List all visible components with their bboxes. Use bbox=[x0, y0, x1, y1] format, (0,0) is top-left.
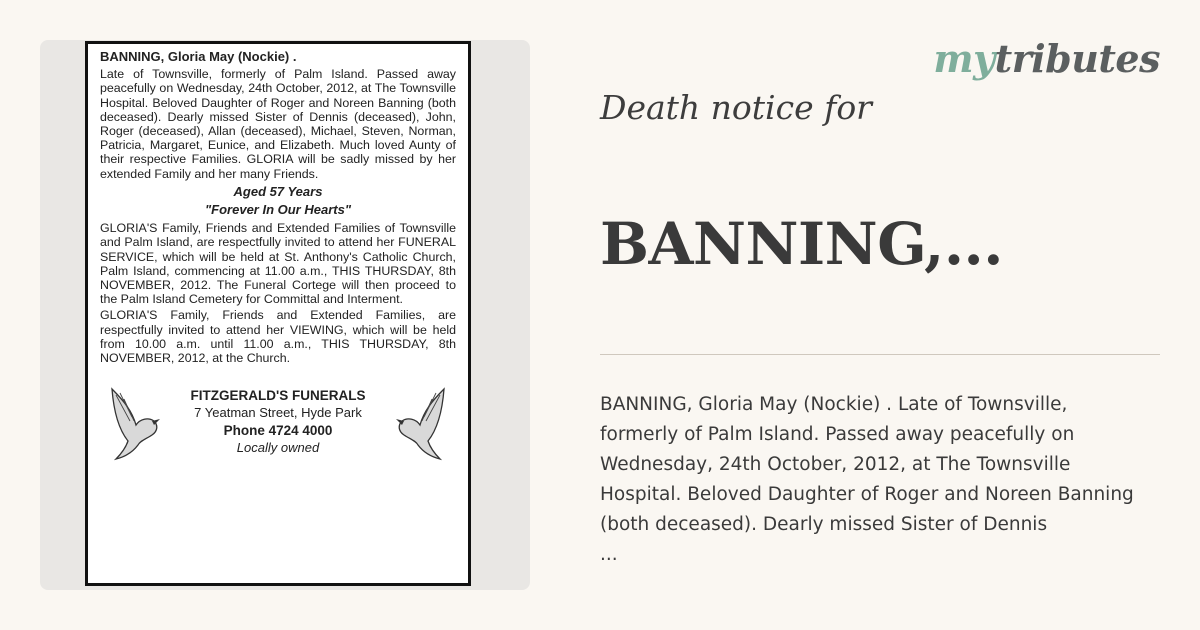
funeral-home-footer bbox=[100, 389, 456, 479]
clipping-paragraph-3: GLORIA'S Family, Friends and Extended Families, are respectfully invited to attend her VIEWING, which will be held from 10.00 a.m. until 11.00 a.m., THIS THURSDAY, 8th NOVEMBER, 2012, at the Church. bbox=[100, 308, 456, 366]
clipping-age: Aged 57 Years bbox=[233, 183, 323, 199]
funeral-home-tagline: Locally owned bbox=[236, 439, 320, 455]
mytributes-logo[interactable] bbox=[933, 36, 1160, 81]
divider bbox=[600, 354, 1160, 355]
funeral-home-name: FITZGERALD'S FUNERALS bbox=[190, 388, 366, 404]
logo-my: my bbox=[933, 36, 995, 81]
clipping-paragraph-1: Late of Townsville, formerly of Palm Island. Passed away peacefully on Wednesday, 24th October, 2012, at The Townsville Hospital. Beloved Daughter of Roger and Noreen Banning (both deceased). Dearly missed Sister of Dennis (deceased), John, Roger (deceased), Allan (deceased), Michael, Steven, Norman, Patricia, Margaret, Eunice, and Elizabeth. Much loved Aunty of their respective Families. GLORIA will be sadly missed by her extended Family and her many Friends. bbox=[100, 67, 456, 181]
dove-icon bbox=[102, 381, 172, 466]
notice-excerpt: BANNING, Gloria May (Nockie) . Late of Townsville, formerly of Palm Island. Passed away peacefully on Wednesday, 24th October, 2012, at The Townsville Hospital. Beloved Daughter of Roger and Noreen Banning (both deceased). Dearly missed Sister of Dennis ... bbox=[600, 394, 1134, 565]
clipping-heading: BANNING, Gloria May (Nockie) . bbox=[100, 49, 297, 64]
funeral-home-phone: Phone 4724 4000 bbox=[223, 422, 333, 438]
clipping-quote: "Forever In Our Hearts" bbox=[205, 202, 351, 218]
logo-tributes: tributes bbox=[994, 36, 1160, 81]
clipping-paragraph-2: GLORIA'S Family, Friends and Extended Families of Townsville and Palm Island, are respectfully invited to attend her FUNERAL SERVICE, which will be held at St. Anthony's Catholic Church, Palm Island, commencing at 11.00 a.m., THIS THURSDAY, 8th NOVEMBER, 2012. The Funeral Cortege will then proceed to the Palm Island Cemetery for Committal and Interment. bbox=[100, 221, 456, 307]
page-title: BANNING,... bbox=[600, 210, 1003, 278]
funeral-home-address: 7 Yeatman Street, Hyde Park bbox=[194, 405, 362, 421]
page-subtitle: Death notice for bbox=[600, 88, 872, 127]
dove-icon bbox=[384, 381, 454, 466]
newspaper-clipping bbox=[85, 41, 471, 586]
